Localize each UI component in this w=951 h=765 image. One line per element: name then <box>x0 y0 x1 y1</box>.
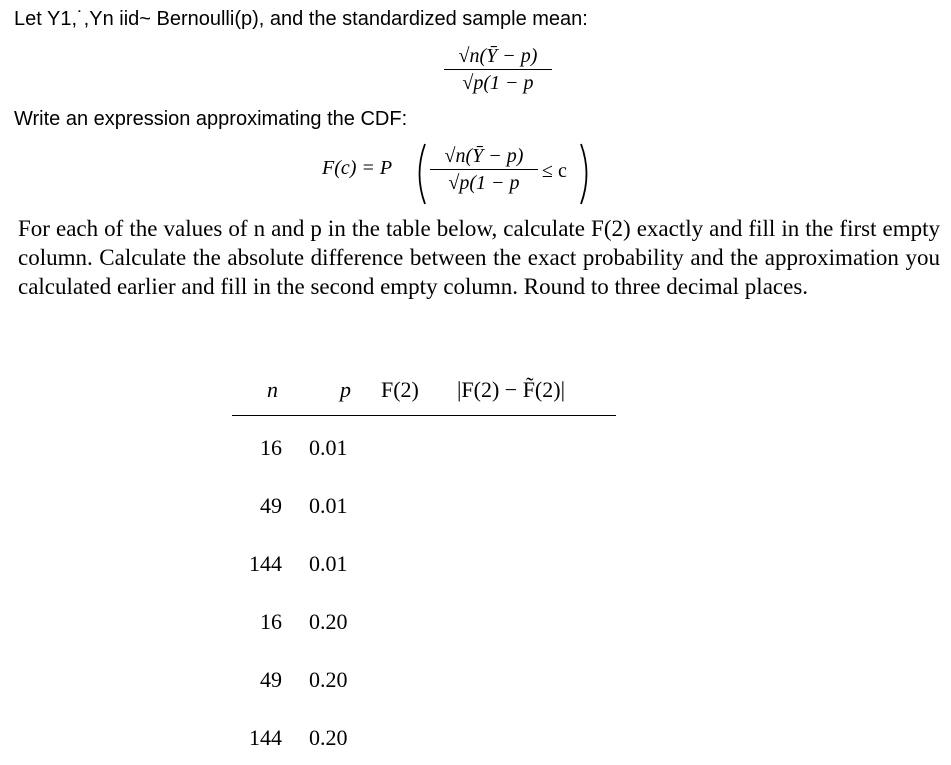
header-abs-diff: |F(2) − F̃(2)| <box>457 377 565 402</box>
cell-n: 49 <box>260 667 282 692</box>
standardized-mean-formula <box>444 44 552 95</box>
prompt-text: Write an expression approximating the CDF: <box>14 108 408 130</box>
cell-p: 0.01 <box>309 493 348 518</box>
formula-denominator: √p(1 − p <box>462 72 534 95</box>
cdf-lhs: F(c) = P <box>322 157 393 179</box>
cell-n: 144 <box>249 725 282 750</box>
cdf-rhs: ≤ c <box>542 160 567 182</box>
cell-n: 16 <box>260 609 282 634</box>
header-n: n <box>267 377 278 402</box>
cell-n: 49 <box>260 493 282 518</box>
table-header-rule <box>232 415 616 416</box>
cell-p: 0.01 <box>309 551 348 576</box>
cell-n: 144 <box>249 551 282 576</box>
cell-p: 0.20 <box>309 667 348 692</box>
intro-text: Let Y1,˙,Yn iid~ Bernoulli(p), and the standardized sample mean: <box>14 8 588 30</box>
cell-p: 0.01 <box>309 435 348 460</box>
formula-numerator: √n(Ȳ − p) <box>458 45 538 67</box>
right-paren <box>578 142 594 206</box>
left-paren <box>412 142 428 206</box>
cdf-fraction <box>430 144 538 195</box>
instructions-paragraph: For each of the values of n and p in the table below, calculate F(2) exactly and fill in the first empty column. Calculate the absolute difference between the exact probability and the approximation you calculated earlier and fill in the second empty column. Round to three decimal places. <box>18 216 940 299</box>
cell-p: 0.20 <box>309 725 348 750</box>
header-f2: F(2) <box>381 377 419 402</box>
fraction-bar <box>444 69 552 70</box>
cell-p: 0.20 <box>309 609 348 634</box>
cdf-numerator: √n(Ȳ − p) <box>444 145 524 167</box>
cdf-denominator: √p(1 − p <box>448 172 520 195</box>
cdf-fraction-bar <box>430 169 538 170</box>
cell-n: 16 <box>260 435 282 460</box>
header-p: p <box>340 377 351 402</box>
